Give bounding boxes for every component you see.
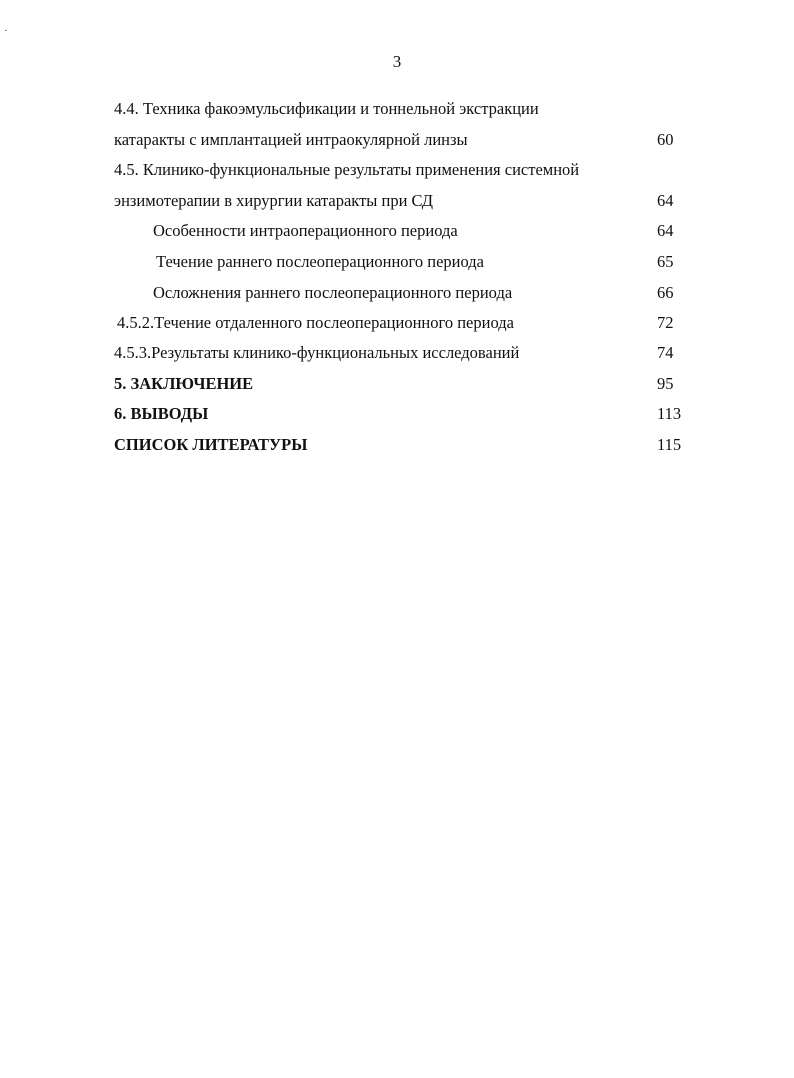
toc-page-conclusion: 95 xyxy=(657,374,674,393)
toc-page-references: 115 xyxy=(657,435,682,454)
toc-page-intraoperative: 64 xyxy=(657,221,674,240)
page-number: 3 xyxy=(392,52,402,71)
toc-entry-conclusion: 5. ЗАКЛЮЧЕНИЕ xyxy=(114,374,254,393)
toc-entry-findings: 6. ВЫВОДЫ xyxy=(114,404,209,423)
toc-page-findings: 113 xyxy=(657,404,682,423)
toc-entry-intraoperative: Особенности интраоперационного периода xyxy=(153,221,458,240)
toc-entry-4-5-3: 4.5.3.Результаты клинико-функциональных исследований xyxy=(114,343,520,362)
toc-page-4-4: 60 xyxy=(657,130,674,149)
toc-entry-4-5-line1: 4.5. Клинико-функциональные результаты применения системной xyxy=(114,160,580,179)
toc-page-4-5-3: 74 xyxy=(657,343,674,362)
toc-entry-4-4-line2: катаракты с имплантацией интраокулярной линзы xyxy=(114,130,468,149)
toc-entry-4-4-line1: 4.4. Техника факоэмульсификации и тоннельной экстракции xyxy=(114,99,539,118)
toc-page-4-5: 64 xyxy=(657,191,674,210)
toc-entry-4-5-line2: энзимотерапии в хирургии катаракты при СД xyxy=(114,191,433,210)
toc-page-4-5-2: 72 xyxy=(657,313,674,332)
toc-page-early-postoperative: 65 xyxy=(657,252,674,271)
toc-entry-early-complications: Осложнения раннего послеоперационного периода xyxy=(153,283,513,302)
toc-entry-references: СПИСОК ЛИТЕРАТУРЫ xyxy=(114,435,308,454)
toc-entry-early-postoperative: Течение раннего послеоперационного периода xyxy=(156,252,485,271)
toc-entry-4-5-2: 4.5.2.Течение отдаленного послеоперационного периода xyxy=(117,313,514,332)
toc-page-early-complications: 66 xyxy=(657,283,674,302)
